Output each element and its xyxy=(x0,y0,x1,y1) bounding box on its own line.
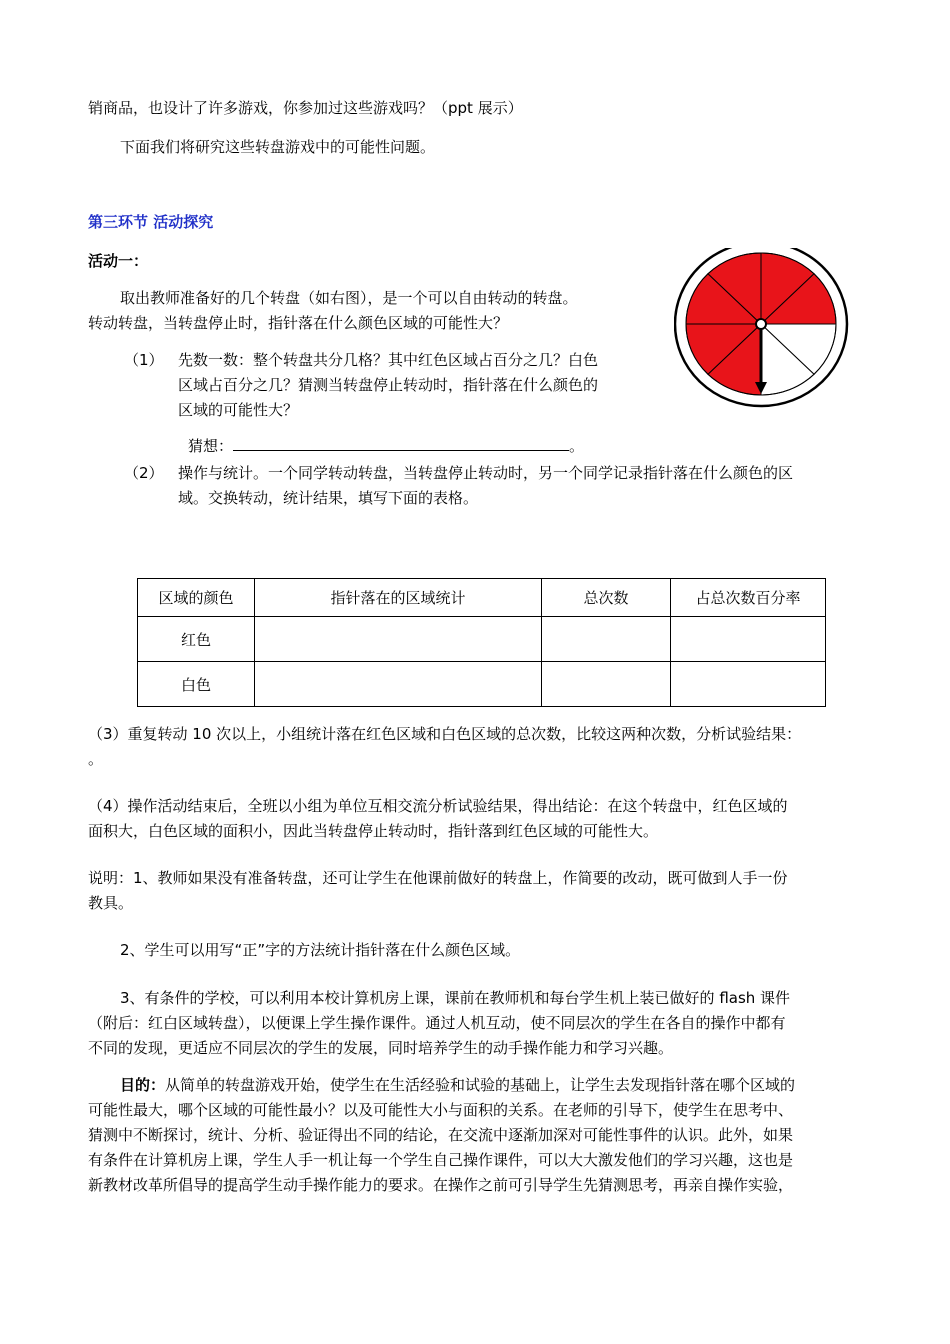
item-2-line-1: 操作与统计。一个同学转动转盘，当转盘停止转动时，另一个同学记录指针落在什么颜色的区 xyxy=(178,464,794,482)
activity-label: 活动一： xyxy=(88,252,149,270)
purpose-label: 目的： xyxy=(120,1076,166,1094)
table-row xyxy=(138,662,826,707)
item-4-line-2: 面积大，白色区域的面积小，因此当转盘停止转动时，指针落到红色区域的可能性大。 xyxy=(88,822,659,840)
note-line-1: 说明：1、教师如果没有准备转盘，还可让学生在他课前做好的转盘上，作简要的改动，既可做到人手一份 xyxy=(88,869,788,887)
purpose-line-1 xyxy=(120,1075,795,1095)
table-cell-percent[interactable] xyxy=(671,617,826,662)
table-cell-color: 白色 xyxy=(138,662,255,707)
purpose-line-3: 猜测中不断探讨，统计、分析、验证得出不同的结论，在交流中逐渐加深对可能性事件的认识。此外，如果 xyxy=(88,1126,794,1144)
note-line-3: 2、学生可以用写“正”字的方法统计指针落在什么颜色区域。 xyxy=(120,941,521,959)
note-line-2: 教具。 xyxy=(88,894,134,912)
table-header-cell: 指针落在的区域统计 xyxy=(255,579,542,617)
statistics-table xyxy=(137,578,826,707)
item-2-line-2: 域。交换转动，统计结果，填写下面的表格。 xyxy=(178,489,479,507)
item-1-line-3: 区域的可能性大？ xyxy=(178,401,299,419)
item-2-number: （2） xyxy=(124,464,164,482)
table-header-cell: 总次数 xyxy=(542,579,671,617)
item-1-line-2: 区域占百分之几？猜测当转盘停止转动时，指针落在什么颜色的 xyxy=(178,376,599,394)
guess-line xyxy=(188,436,584,456)
table-row xyxy=(138,617,826,662)
activity-paragraph-line-2: 转动转盘，当转盘停止时，指针落在什么颜色区域的可能性大？ xyxy=(88,314,509,332)
spinner-pivot xyxy=(756,319,766,329)
item-1-number: （1） xyxy=(124,351,164,369)
table-header-cell: 占总次数百分率 xyxy=(671,579,826,617)
table-cell-tally[interactable] xyxy=(255,662,542,707)
note-line-4: 3、有条件的学校，可以利用本校计算机房上课，课前在教师机和每台学生机上装已做好的 flash 课件 xyxy=(120,989,791,1007)
purpose-line-4: 有条件在计算机房上课，学生人手一机让每一个学生自己操作课件，可以大大激发他们的学习兴趣，这也是 xyxy=(88,1151,794,1169)
purpose-text-1: 从简单的转盘游戏开始，使学生在生活经验和试验的基础上，让学生去发现指针落在哪个区域的 xyxy=(165,1076,796,1094)
table-header-cell: 区域的颜色 xyxy=(138,579,255,617)
table-cell-total[interactable] xyxy=(542,617,671,662)
purpose-line-2: 可能性最大，哪个区域的可能性最小？以及可能性大小与面积的关系。在老师的引导下，使学生在思考中、 xyxy=(88,1101,794,1119)
table-cell-tally[interactable] xyxy=(255,617,542,662)
table-cell-percent[interactable] xyxy=(671,662,826,707)
intro-line-1: 销商品，也设计了许多游戏，你参加过这些游戏吗？（ppt 展示） xyxy=(88,99,523,117)
activity-paragraph-line-1: 取出教师准备好的几个转盘（如右图），是一个可以自由转动的转盘。 xyxy=(120,289,578,307)
table-cell-color: 红色 xyxy=(138,617,255,662)
item-4-line-1: （4）操作活动结束后，全班以小组为单位互相交流分析试验结果，得出结论：在这个转盘中，红色区域的 xyxy=(88,797,788,815)
item-1-line-1: 先数一数：整个转盘共分几格？其中红色区域占百分之几？白色 xyxy=(178,351,599,369)
guess-label: 猜想： xyxy=(188,437,234,455)
item-3-line-2: 。 xyxy=(88,750,104,768)
item-3-line-1: （3）重复转动 10 次以上，小组统计落在红色区域和白色区域的总次数，比较这两种次数，分析试验结果： xyxy=(88,725,802,743)
table-header-row xyxy=(138,579,826,617)
section-title: 第三环节 活动探究 xyxy=(88,213,214,231)
purpose-line-5: 新教材改革所倡导的提高学生动手操作能力的要求。在操作之前可引导学生先猜测思考，再亲自操作实验， xyxy=(88,1176,794,1194)
guess-end: 。 xyxy=(569,437,585,455)
table-cell-total[interactable] xyxy=(542,662,671,707)
intro-line-2: 下面我们将研究这些转盘游戏中的可能性问题。 xyxy=(120,138,436,156)
spinner-figure xyxy=(674,248,850,416)
note-line-6: 不同的发现，更适应不同层次的学生的发展，同时培养学生的动手操作能力和学习兴趣。 xyxy=(88,1039,674,1057)
note-line-5: （附后：红白区域转盘），以便课上学生操作课件。通过人机互动，使不同层次的学生在各自的操作中都有 xyxy=(88,1014,786,1032)
guess-blank[interactable] xyxy=(233,436,569,451)
